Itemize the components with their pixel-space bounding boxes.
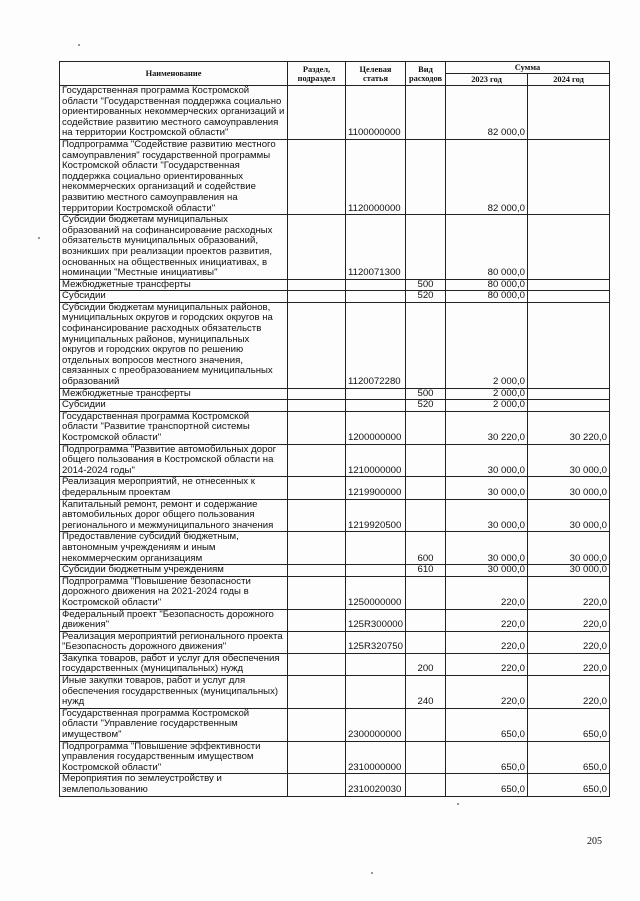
scan-speck [457,803,459,805]
table-row [60,291,610,303]
row-sum-2024: 30 220,0 [528,411,610,444]
row-section [288,215,346,280]
row-sum-2024: 30 000,0 [528,444,610,477]
header-sum: Сумма [446,62,610,74]
table-row [60,708,610,741]
row-target-code [346,653,406,675]
row-sum-2024: 220,0 [528,653,610,675]
row-sum-2023: 80 000,0 [446,215,528,280]
table-row [60,139,610,214]
row-sum-2024: 650,0 [528,708,610,741]
row-sum-2023: 650,0 [446,708,528,741]
row-target-code: 1120071300 [346,215,406,280]
row-name: Субсидии бюджетным учреждениям [60,565,288,577]
table-row [60,302,610,388]
table-row [60,676,610,709]
header-2023: 2023 год [446,74,528,86]
row-name: Субсидии [60,400,288,412]
row-target-code [346,676,406,709]
row-section [288,576,346,609]
table-header [60,62,610,86]
row-section [288,708,346,741]
row-section [288,609,346,631]
row-name: Государственная программа Костромской области "Управление государственным имуществом" [60,708,288,741]
row-sum-2023: 30 000,0 [446,499,528,532]
row-target-code [346,400,406,412]
row-expense-kind [406,708,446,741]
row-sum-2024: 30 000,0 [528,532,610,565]
table-row [60,576,610,609]
row-name: Государственная программа Костромской области "Государственная поддержка социально ориентированных некоммерческих организаций и содействие развитию местного самоуправления на территории Костромской области" [60,86,288,140]
row-target-code [346,388,406,400]
row-section [288,291,346,303]
row-sum-2023: 30 000,0 [446,532,528,565]
row-target-code: 2300000000 [346,708,406,741]
row-name: Субсидии бюджетам муниципальных районов, муниципальных округов и городских округов на софинансирование расходных обязательств муниципальных районов, муниципальных округов и городских округов по решению отдельных вопросов местного значения, связанных с преобразованием муниципальных образований [60,302,288,388]
table-row [60,609,610,631]
row-section [288,741,346,774]
row-sum-2023: 2 000,0 [446,388,528,400]
row-target-code: 1250000000 [346,576,406,609]
row-sum-2024 [528,279,610,291]
row-name: Межбюджетные трансферты [60,388,288,400]
row-target-code: 2310000000 [346,741,406,774]
row-sum-2023: 30 000,0 [446,477,528,499]
row-expense-kind [406,576,446,609]
row-expense-kind [406,411,446,444]
row-sum-2024 [528,388,610,400]
row-name: Подпрограмма "Развитие автомобильных дорог общего пользования в Костромской области на 2014-2024 годы" [60,444,288,477]
table-row [60,565,610,577]
row-section [288,676,346,709]
row-section [288,279,346,291]
row-section [288,565,346,577]
row-expense-kind: 500 [406,388,446,400]
row-target-code [346,291,406,303]
row-name: Межбюджетные трансферты [60,279,288,291]
row-target-code: 1210000000 [346,444,406,477]
row-sum-2023: 82 000,0 [446,139,528,214]
row-sum-2023: 80 000,0 [446,279,528,291]
header-kind: Вид расходов [406,62,446,86]
row-name: Реализация мероприятий регионального проекта "Безопасность дорожного движения" [60,631,288,653]
row-target-code: 1200000000 [346,411,406,444]
table-row [60,86,610,140]
row-section [288,388,346,400]
row-section [288,139,346,214]
row-name: Подпрограмма "Повышение безопасности дорожного движения на 2021-2024 годы в Костромской области" [60,576,288,609]
table-row [60,215,610,280]
row-name: Подпрограмма "Повышение эффективности управления государственным имуществом Костромской области" [60,741,288,774]
row-section [288,477,346,499]
row-sum-2023: 220,0 [446,631,528,653]
row-expense-kind: 240 [406,676,446,709]
row-target-code: 2310020030 [346,774,406,796]
row-sum-2023: 220,0 [446,609,528,631]
row-target-code: 1100000000 [346,86,406,140]
row-name: Субсидии бюджетам муниципальных образований на софинансирование расходных обязательств муниципальных образований, возникших при реализации проектов развития, основанных на общественных инициативах, в номинации "Местные инициативы" [60,215,288,280]
table-row [60,279,610,291]
row-section [288,774,346,796]
row-expense-kind: 600 [406,532,446,565]
row-sum-2023: 30 220,0 [446,411,528,444]
row-expense-kind: 520 [406,400,446,412]
table-body [60,86,610,797]
row-target-code: 1219920500 [346,499,406,532]
row-name: Субсидии [60,291,288,303]
table-row [60,631,610,653]
row-expense-kind: 520 [406,291,446,303]
row-name: Государственная программа Костромской области "Развитие транспортной системы Костромской области" [60,411,288,444]
row-sum-2024: 220,0 [528,576,610,609]
table-row [60,388,610,400]
page-number: 205 [587,836,602,847]
row-section [288,302,346,388]
row-expense-kind [406,302,446,388]
table-row [60,477,610,499]
row-target-code [346,532,406,565]
row-name: Федеральный проект "Безопасность дорожного движения" [60,609,288,631]
row-expense-kind [406,609,446,631]
row-sum-2023: 30 000,0 [446,444,528,477]
row-sum-2023: 220,0 [446,576,528,609]
budget-table [59,61,610,797]
scan-speck [371,872,373,874]
row-expense-kind [406,86,446,140]
row-name: Подпрограмма "Содействие развитию местного самоуправления" государственной программы Костромской области "Государственная поддержка социально ориентированных некоммерческих организаций и содействие развитию местного самоуправления на территории Костромской области" [60,139,288,214]
row-section [288,631,346,653]
row-name: Капитальный ремонт, ремонт и содержание автомобильных дорог общего пользования регионального и межмуниципального значения [60,499,288,532]
row-sum-2024 [528,86,610,140]
header-target: Целевая статья [346,62,406,86]
row-sum-2024: 30 000,0 [528,499,610,532]
row-expense-kind [406,499,446,532]
row-target-code: 1120072280 [346,302,406,388]
scan-speck [78,44,80,46]
row-expense-kind [406,139,446,214]
row-expense-kind: 500 [406,279,446,291]
header-name: Наименование [60,62,288,86]
row-sum-2024 [528,215,610,280]
row-sum-2023: 650,0 [446,774,528,796]
row-name: Иные закупки товаров, работ и услуг для обеспечения государственных (муниципальных) нужд [60,676,288,709]
row-target-code: 1219900000 [346,477,406,499]
row-sum-2024: 220,0 [528,676,610,709]
table-row [60,444,610,477]
row-sum-2024: 220,0 [528,631,610,653]
scan-speck [38,237,40,239]
row-sum-2024: 650,0 [528,774,610,796]
table-row [60,774,610,796]
row-expense-kind [406,631,446,653]
row-name: Предоставление субсидий бюджетным, автономным учреждениям и иным некоммерческим организациям [60,532,288,565]
row-sum-2023: 2 000,0 [446,302,528,388]
row-expense-kind: 610 [406,565,446,577]
row-sum-2024: 650,0 [528,741,610,774]
row-section [288,400,346,412]
row-sum-2023: 30 000,0 [446,565,528,577]
row-section [288,444,346,477]
row-target-code: 125R320750 [346,631,406,653]
row-section [288,86,346,140]
table-row [60,411,610,444]
table-row [60,532,610,565]
row-expense-kind [406,774,446,796]
row-target-code: 125R300000 [346,609,406,631]
row-section [288,411,346,444]
row-sum-2023: 80 000,0 [446,291,528,303]
row-sum-2024: 30 000,0 [528,477,610,499]
row-sum-2024: 30 000,0 [528,565,610,577]
row-expense-kind: 200 [406,653,446,675]
row-expense-kind [406,215,446,280]
row-expense-kind [406,477,446,499]
row-sum-2024 [528,291,610,303]
table-row [60,499,610,532]
row-sum-2023: 220,0 [446,676,528,709]
header-section: Раздел, подраздел [288,62,346,86]
row-sum-2023: 2 000,0 [446,400,528,412]
table-row [60,400,610,412]
header-2024: 2024 год [528,74,610,86]
row-target-code [346,565,406,577]
row-name: Мероприятия по землеустройству и землепользованию [60,774,288,796]
row-sum-2024 [528,139,610,214]
row-section [288,532,346,565]
row-target-code: 1120000000 [346,139,406,214]
row-expense-kind [406,741,446,774]
row-sum-2023: 650,0 [446,741,528,774]
row-sum-2023: 82 000,0 [446,86,528,140]
row-target-code [346,279,406,291]
row-sum-2024: 220,0 [528,609,610,631]
row-name: Закупка товаров, работ и услуг для обеспечения государственных (муниципальных) нужд [60,653,288,675]
row-sum-2024 [528,400,610,412]
row-section [288,653,346,675]
row-sum-2024 [528,302,610,388]
table-row [60,741,610,774]
row-expense-kind [406,444,446,477]
row-name: Реализация мероприятий, не отнесенных к федеральным проектам [60,477,288,499]
row-section [288,499,346,532]
table-row [60,653,610,675]
row-sum-2023: 220,0 [446,653,528,675]
